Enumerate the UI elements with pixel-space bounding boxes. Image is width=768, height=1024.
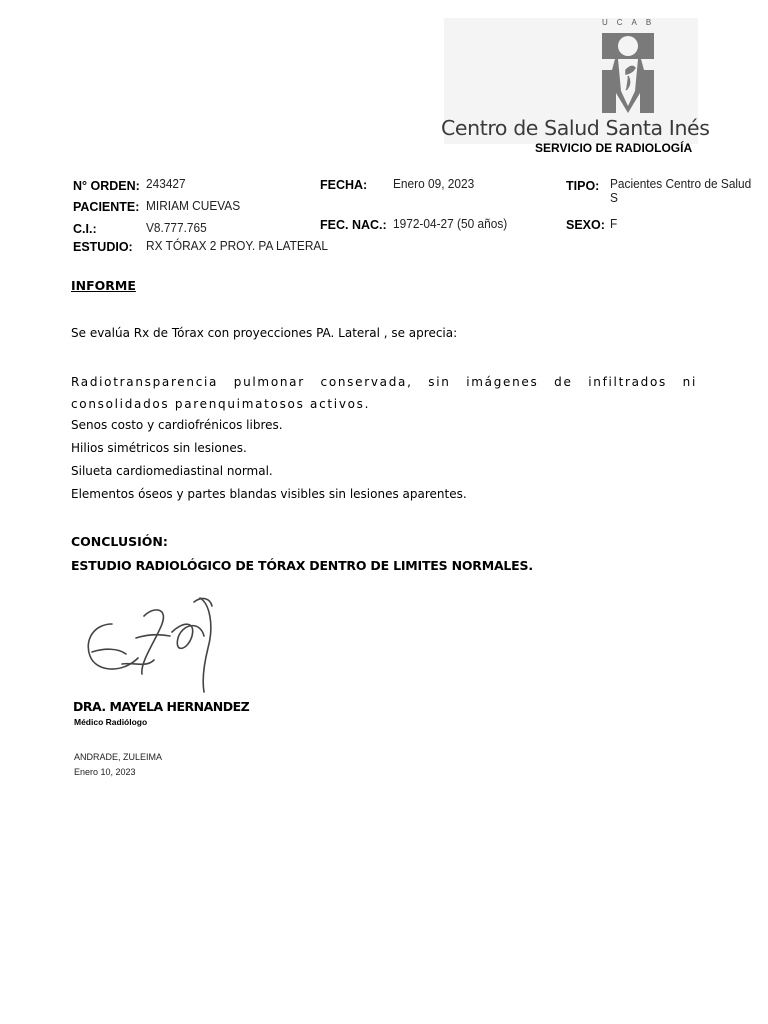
estudio-value: RX TÓRAX 2 PROY. PA LATERAL: [146, 239, 328, 253]
report-title: INFORME: [71, 278, 136, 293]
fecha-label: FECHA:: [320, 178, 368, 192]
fecnac-value: 1972-04-27 (50 años): [393, 217, 508, 231]
orden-label: N° ORDEN:: [73, 179, 140, 193]
estudio-label: ESTUDIO:: [73, 240, 133, 254]
finding-1: Radiotransparencia pulmonar conservada, sin imágenes de infiltrados ni consolidados parenquimatosos activos.: [71, 375, 697, 411]
finding-4: Silueta cardiomediastinal normal.: [71, 464, 273, 478]
sexo-value: F: [610, 217, 618, 231]
doctor-name: DRA. MAYELA HERNANDEZ: [73, 699, 250, 714]
fecnac-label: FEC. NAC.:: [320, 218, 387, 232]
sexo-label: SEXO:: [566, 218, 605, 232]
ci-value: V8.777.765: [146, 221, 207, 235]
tipo-value: Pacientes Centro de Salud S: [610, 177, 752, 205]
transcriber-name: ANDRADE, ZULEIMA: [74, 752, 163, 762]
center-name: Centro de Salud Santa Inés: [441, 116, 710, 140]
paciente-value: MIRIAM CUEVAS: [146, 199, 241, 213]
orden-value: 243427: [146, 177, 186, 191]
report-intro: Se evalúa Rx de Tórax con proyecciones PA. Lateral , se aprecia:: [71, 326, 458, 340]
fecha-value: Enero 09, 2023: [393, 177, 475, 191]
logo-acronym: UCAB: [602, 18, 661, 27]
doctor-role: Médico Radiólogo: [74, 717, 148, 727]
report-date: Enero 10, 2023: [74, 767, 136, 777]
tipo-label: TIPO:: [566, 179, 600, 193]
finding-3: Hilios simétricos sin lesiones.: [71, 441, 247, 455]
finding-2: Senos costo y cardiofrénicos libres.: [71, 418, 283, 432]
conclusion-text: ESTUDIO RADIOLÓGICO DE TÓRAX DENTRO DE LIMITES NORMALES.: [71, 558, 533, 573]
finding-5: Elementos óseos y partes blandas visibles sin lesiones aparentes.: [71, 487, 467, 501]
ucab-logo-icon: [599, 30, 657, 116]
ci-label: C.I.:: [73, 222, 97, 236]
signature-icon: [82, 592, 232, 697]
conclusion-title: CONCLUSIÓN:: [71, 534, 168, 549]
service-name: SERVICIO DE RADIOLOGÍA: [535, 141, 693, 155]
paciente-label: PACIENTE:: [73, 200, 140, 214]
